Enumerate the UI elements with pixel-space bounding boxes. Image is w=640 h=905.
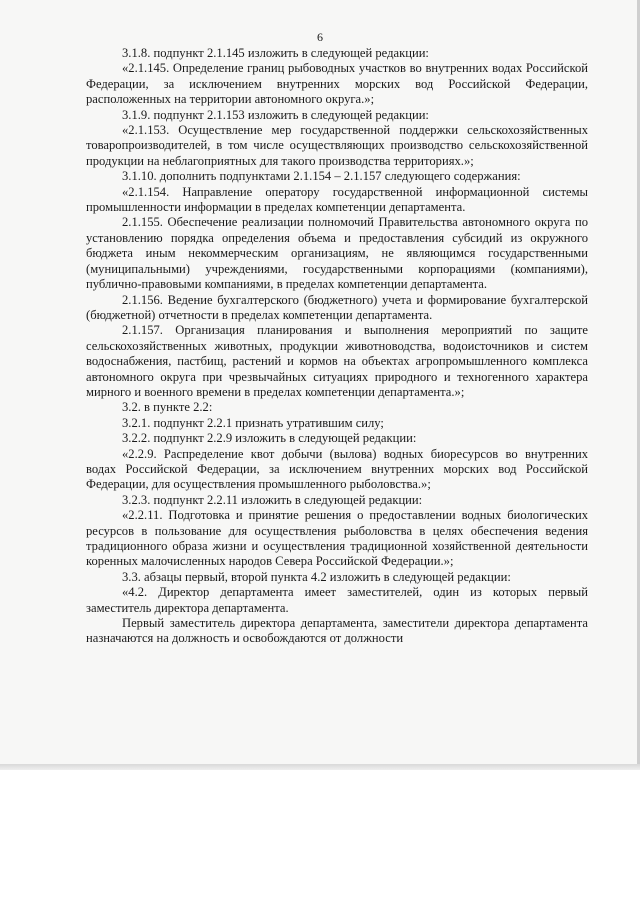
paragraph: 2.1.157. Организация планирования и выполнения мероприятий по защите сельскохозяйственных животных, продукции животноводства, водоисточников и систем водоснабжения, пастбищ, растений и кормов на объектах агропромышленного комплекса автономного округа при чрезвычайных ситуациях природного и техногенного характера мирного и военного времени в пределах компетенции департамента.»; [86,323,588,399]
paragraph: 3.1.8. подпункт 2.1.145 изложить в следующей редакции: [122,46,429,60]
paragraph: «2.2.11. Подготовка и принятие решения о предоставлении водных биологических ресурсов в пользование для осуществления рыболовства в целях обеспечения ведения традиционного образа жизни и осуществления традиционной хозяйственной деятельности коренных малочисленных народов Севера Российской Федерации.»; [86,508,588,569]
paragraph: 3.1.9. подпункт 2.1.153 изложить в следующей редакции: [122,107,429,122]
scan-edge-shadow [0,764,640,770]
document-body [86,46,588,647]
paragraph: 3.1.10. дополнить подпунктами 2.1.154 – 2.1.157 следующего содержания: [122,169,521,184]
page-number: 6 [317,30,323,44]
paragraph: 2.1.156. Ведение бухгалтерского (бюджетного) учета и формирование бухгалтерской (бюджетной) отчетности в пределах компетенции департамента. [86,292,588,322]
paragraph: «2.1.145. Определение границ рыбоводных участков во внутренних водах Российской Федерации, за исключением внутренних морских вод Российской Федерации, расположенных на территории автономного округа.»; [86,61,588,107]
paragraph: 2.1.155. Обеспечение реализации полномочий Правительства автономного округа по установлению порядка определения объема и предоставления субсидий из окружного бюджета иным некоммерческим организациям, не являющимся государственными (муниципальными) учреждениями, государственными корпорациями (компаниями), публично-правовыми компаниями, в пределах компетенции департамента. [86,215,588,292]
paragraph: 3.2.1. подпункт 2.2.1 признать утратившим силу; [122,415,384,430]
paragraph: «2.2.9. Распределение квот добычи (вылова) водных биоресурсов во внутренних водах Российской Федерации, за исключением внутренних морских вод Российской Федерации, для осуществления промышленного рыболовства.»; [86,446,588,492]
paragraph: 3.2. в пункте 2.2: [122,400,213,415]
paragraph: «4.2. Директор департамента имеет заместителей, один из которых первый заместитель директора департамента. [86,585,588,615]
paragraph: «2.1.154. Направление оператору государственной информационной системы промышленности информации в пределах компетенции департамента. [86,184,588,215]
paragraph: 3.3. абзацы первый, второй пункта 4.2 изложить в следующей редакции: [122,569,511,584]
paragraph: 3.2.2. подпункт 2.2.9 изложить в следующей редакции: [122,431,417,446]
paragraph: «2.1.153. Осуществление мер государственной поддержки сельскохозяйственных товаропроизводителей, в том числе осуществляющих производство сельскохозяйственной продукции на неблагоприятных для такого производства территориях.»; [86,123,588,168]
paragraph: Первый заместитель директора департамента, заместители директора департамента назначаются на должность и освобождаются от должности [86,616,588,646]
paragraph: 3.2.3. подпункт 2.2.11 изложить в следующей редакции: [122,492,423,507]
